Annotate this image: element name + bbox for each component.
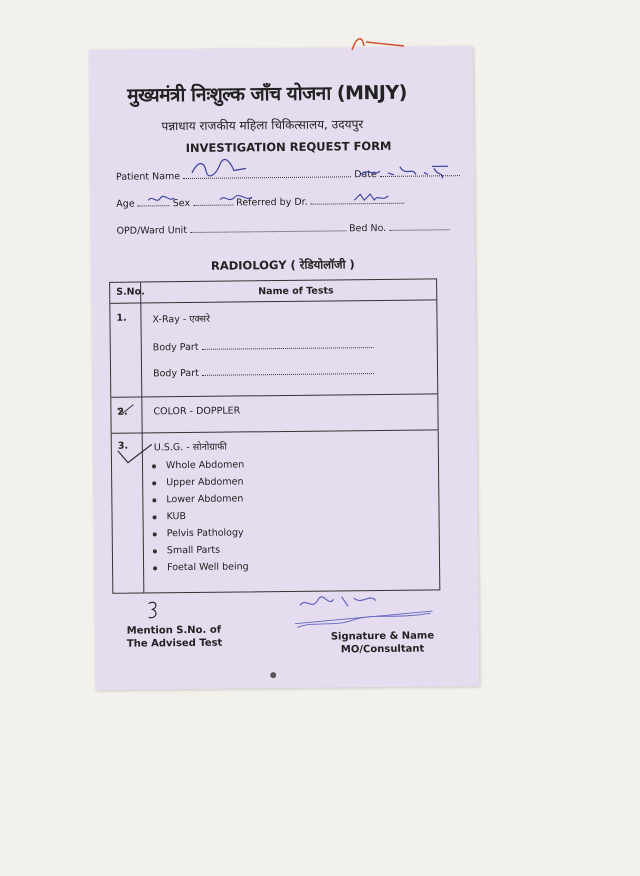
body-part-1	[153, 338, 374, 353]
usg-item: Foetal Well being	[153, 561, 249, 573]
bullet-icon	[153, 515, 157, 519]
row-2-test: COLOR - DOPPLER	[153, 405, 241, 418]
handwritten-name-scribble	[190, 156, 250, 179]
tests-table	[109, 278, 440, 593]
table-row-divider	[111, 393, 437, 397]
body-part-label: Body Part	[152, 367, 199, 380]
bullet-icon	[152, 481, 156, 485]
check-mark-icon	[112, 438, 172, 469]
age-label: Age	[116, 198, 135, 210]
handwritten-sex-scribble	[218, 191, 254, 205]
form-heading: INVESTIGATION REQUEST FORM	[185, 138, 392, 156]
footer-signature-line2: MO/Consultant	[340, 643, 425, 656]
bullet-icon	[153, 549, 157, 553]
usg-item: Upper Abdomen	[152, 476, 243, 488]
sex-label: Sex	[172, 197, 191, 210]
body-part-label: Body Part	[152, 341, 199, 354]
patient-name-label: Patient Name	[115, 171, 181, 183]
usg-item: Small Parts	[153, 545, 220, 557]
usg-item: Lower Abdomen	[152, 493, 243, 505]
body-part-field	[201, 338, 373, 350]
section-heading-radiology: RADIOLOGY ( रेडियोलॉजी )	[210, 257, 355, 273]
opd-bed-row	[116, 220, 449, 236]
handwritten-age-scribble	[146, 192, 176, 206]
red-ink-scribble	[344, 32, 424, 56]
body-part-field	[202, 364, 374, 376]
handwritten-number-scribble	[144, 599, 164, 621]
column-header-tests: Name of Tests	[258, 285, 334, 298]
footer-signature-line1: Signature & Name	[330, 630, 435, 643]
footer-mention-line2: The Advised Test	[126, 637, 223, 650]
handwritten-date-scribble	[358, 162, 450, 181]
row-3-test: U.S.G. - सोनोग्राफी	[153, 441, 227, 454]
handwritten-referred-scribble	[352, 190, 392, 204]
scheme-title: मुख्यमंत्री निःशुल्क जाँच योजना (MNJY)	[127, 81, 407, 107]
referred-label: Referred by Dr.	[236, 196, 308, 209]
opd-label: OPD/Ward Unit	[116, 225, 188, 237]
date-label: Date	[354, 169, 377, 181]
investigation-form	[89, 46, 480, 690]
footer-mention-line1: Mention S.No. of	[126, 624, 222, 637]
row-1-sno: 1.	[116, 312, 127, 324]
usg-item: Whole Abdomen	[152, 459, 244, 471]
footer-mention	[127, 624, 223, 651]
row-2-sno: 2.	[117, 406, 128, 418]
body-part-2	[153, 364, 374, 379]
bullet-icon	[153, 532, 157, 536]
usg-item: KUB	[152, 511, 186, 522]
bed-label: Bed No.	[349, 222, 387, 235]
row-3-sno: 3.	[117, 440, 129, 452]
bullet-icon	[152, 498, 156, 502]
bullet-icon	[153, 566, 157, 570]
bed-field	[389, 220, 449, 231]
usg-item: Pelvis Pathology	[153, 527, 244, 539]
table-header-divider	[110, 299, 436, 303]
table-row-divider	[112, 429, 438, 433]
hospital-name: पन्नाधाय राजकीय महिला चिकित्सालय, उदयपुर	[161, 117, 364, 134]
footer-signature	[331, 629, 435, 656]
check-mark-icon	[113, 400, 153, 416]
opd-field	[190, 221, 346, 233]
seal-scribble	[291, 586, 443, 635]
ink-spot	[267, 670, 279, 680]
column-header-sno: S.No.	[116, 286, 145, 298]
row-1-test: X-Ray - एक्सरे	[152, 313, 210, 326]
